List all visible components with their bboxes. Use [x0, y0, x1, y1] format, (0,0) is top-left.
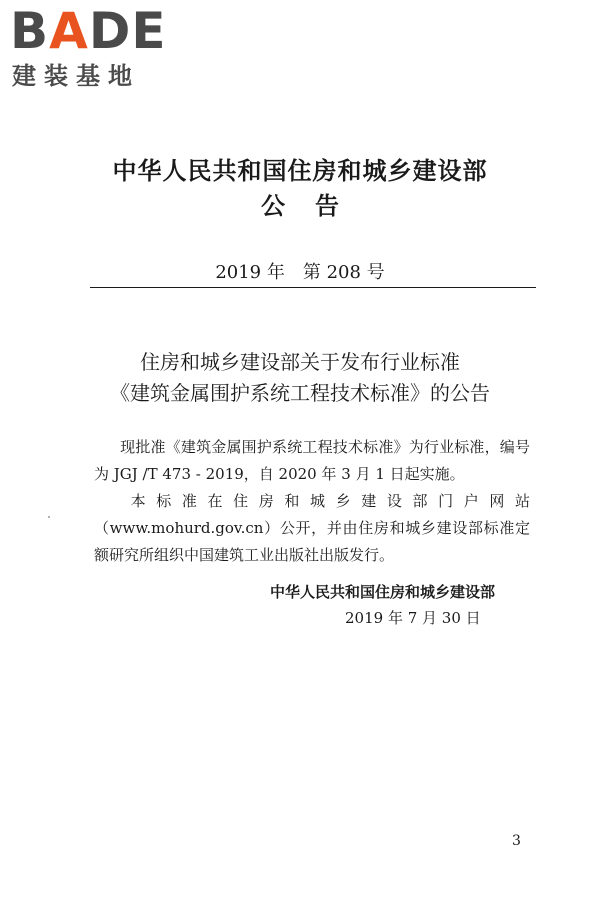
body-paragraph-2-text: 本标准在住房和城乡建设部门户网站（www.mohurd.gov.cn）公开，并由住房和城乡建设部标准定额研究所组织中国建筑工业出版社出版发行。 [94, 492, 530, 564]
body-paragraph-2 [94, 488, 530, 569]
signature-date: 2019 年 7 月 30 日 [345, 609, 481, 627]
logo-wordmark [10, 4, 167, 58]
logo-letters-de: DE [88, 2, 167, 60]
scan-speck [48, 516, 50, 518]
logo-letter-a: A [49, 2, 89, 60]
announcement-number: 2019 年 第 208 号 [215, 262, 385, 283]
signature-organization: 中华人民共和国住房和城乡建设部 [270, 583, 496, 601]
page-number: 3 [512, 833, 521, 849]
logo-letter-b: B [10, 2, 50, 60]
body-paragraph-1-text: 现批准《建筑金属围护系统工程技术标准》为行业标准，编号为 JGJ /T 473 - 2019，自 2020 年 3 月 1 日起实施。 [94, 438, 530, 483]
document-title-line-1: 住房和城乡建设部关于发布行业标准 [140, 350, 460, 374]
notice-heading [0, 186, 600, 221]
logo-tagline: 建装基地 [12, 62, 140, 90]
ministry-heading: 中华人民共和国住房和城乡建设部 [112, 156, 488, 185]
body-paragraph-1 [94, 434, 530, 488]
header-divider [90, 287, 536, 288]
brand-logo [8, 4, 178, 90]
notice-heading-text: 公告 [261, 191, 369, 220]
document-title-line-2: 《建筑金属围护系统工程技术标准》的公告 [110, 381, 490, 405]
